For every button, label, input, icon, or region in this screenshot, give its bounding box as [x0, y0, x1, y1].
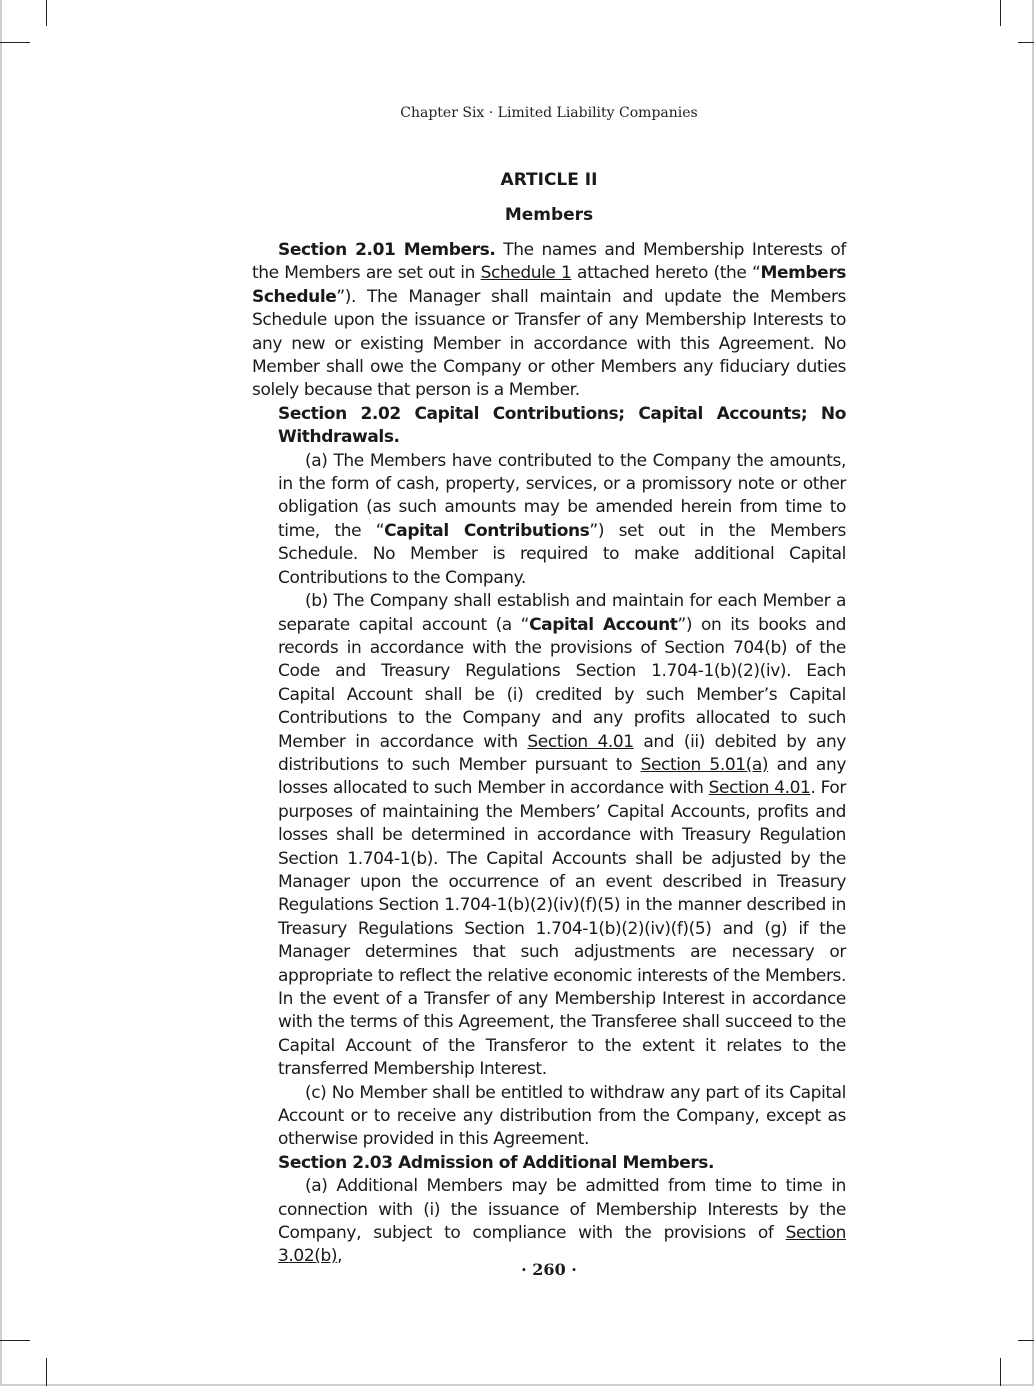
page-number: · 260 ·: [521, 1260, 577, 1279]
cross-reference-link[interactable]: Section 4.01: [527, 731, 634, 752]
crop-mark: [46, 0, 47, 26]
defined-term: Capital Contributions: [384, 520, 590, 541]
section-2-02-heading: Section 2.02 Capital Contributions; Capital Accounts; No Withdrawals.: [278, 403, 846, 448]
article-title: ARTICLE II: [500, 170, 598, 190]
section-2-01: Section 2.01 Members. The names and Membership Interests of the Members are set out in Schedule 1 attached hereto (the “Members Schedule”). The Manager shall maintain and update the Members Schedule upon the issuance or Transfer of any Membership Interests to any new or existing Member in accordance with this Agreement. No Member shall owe the Company or other Members any fiduciary duties solely because that person is a Member.: [252, 240, 847, 401]
cross-reference-link[interactable]: Section 4.01: [708, 778, 811, 799]
section-2-03-heading: Section 2.03 Admission of Additional Members.: [278, 1152, 715, 1173]
section-heading: Section 2.01 Members.: [278, 240, 496, 260]
cross-reference-link[interactable]: Section 5.01(a): [640, 754, 769, 775]
defined-term: Members Schedule: [252, 263, 847, 307]
crop-mark: [1000, 0, 1001, 26]
article-subtitle: Members: [504, 205, 594, 225]
section-2-02-a: (a) The Members have contributed to the Company the amounts, in the form of cash, property, services, or a promissory note or other obligation (as such amounts may be amended herein from time to time, the “Capital Contributions”) set out in the Members Schedule. No Member is required to make additional Capital Contributions to the Company.: [278, 450, 846, 588]
section-2-02-c: (c) No Member shall be entitled to withdraw any part of its Capital Account or to receive any distribution from the Company, except as otherwise provided in this Agreement.: [278, 1082, 846, 1150]
defined-term: Capital Account: [529, 614, 678, 635]
cross-reference-link[interactable]: Section 3.02(b): [278, 1223, 846, 1267]
crop-mark: [46, 1358, 47, 1386]
document-body: [252, 239, 846, 1269]
section-2-03-a: (a) Additional Members may be admitted from time to time in connection with (i) the issuance of Membership Interests by the Company, subject to compliance with the provisions of Section 3.02(b),: [278, 1176, 846, 1267]
crop-mark: [0, 1340, 30, 1341]
cross-reference-link[interactable]: Schedule 1: [480, 263, 572, 284]
section-2-02-b: (b) The Company shall establish and maintain for each Member a separate capital account (a “Capital Account”) on its books and records in accordance with the provisions of Section 704(b) of the Code and Treasury Regulations Section 1.704-1(b)(2)(iv). Each Capital Account shall be (i) credited by such Member’s Capital Contributions to the Company and any profits allocated to such Member in accordance with Section 4.01 and (ii) debited by any distributions to such Member pursuant to Section 5.01(a) and any losses allocated to such Member in accordance with Section 4.01. For purposes of maintaining the Members’ Capital Accounts, profits and losses shall be determined in accordance with Treasury Regulation Section 1.704-1(b). The Capital Accounts shall be adjusted by the Manager upon the occurrence of an event described in Treasury Regulations Section 1.704-1(b)(2)(iv)(f)(5) in the manner described in Treasury Regulations Section 1.704-1(b)(2)(iv)(f)(5) and (g) if the Manager determines that such adjustments are necessary or appropriate to reflect the relative economic interests of the Members. In the event of a Transfer of any Membership Interest in accordance with the terms of this Agreement, the Transferee shall succeed to the Capital Account of the Transferor to the extent it relates to the transferred Membership Interest.: [278, 591, 846, 1080]
crop-mark: [1018, 1340, 1034, 1341]
crop-mark: [1000, 1358, 1001, 1386]
crop-mark: [0, 42, 30, 43]
running-header: Chapter Six · Limited Liability Companies: [400, 105, 698, 121]
crop-mark: [1018, 42, 1034, 43]
